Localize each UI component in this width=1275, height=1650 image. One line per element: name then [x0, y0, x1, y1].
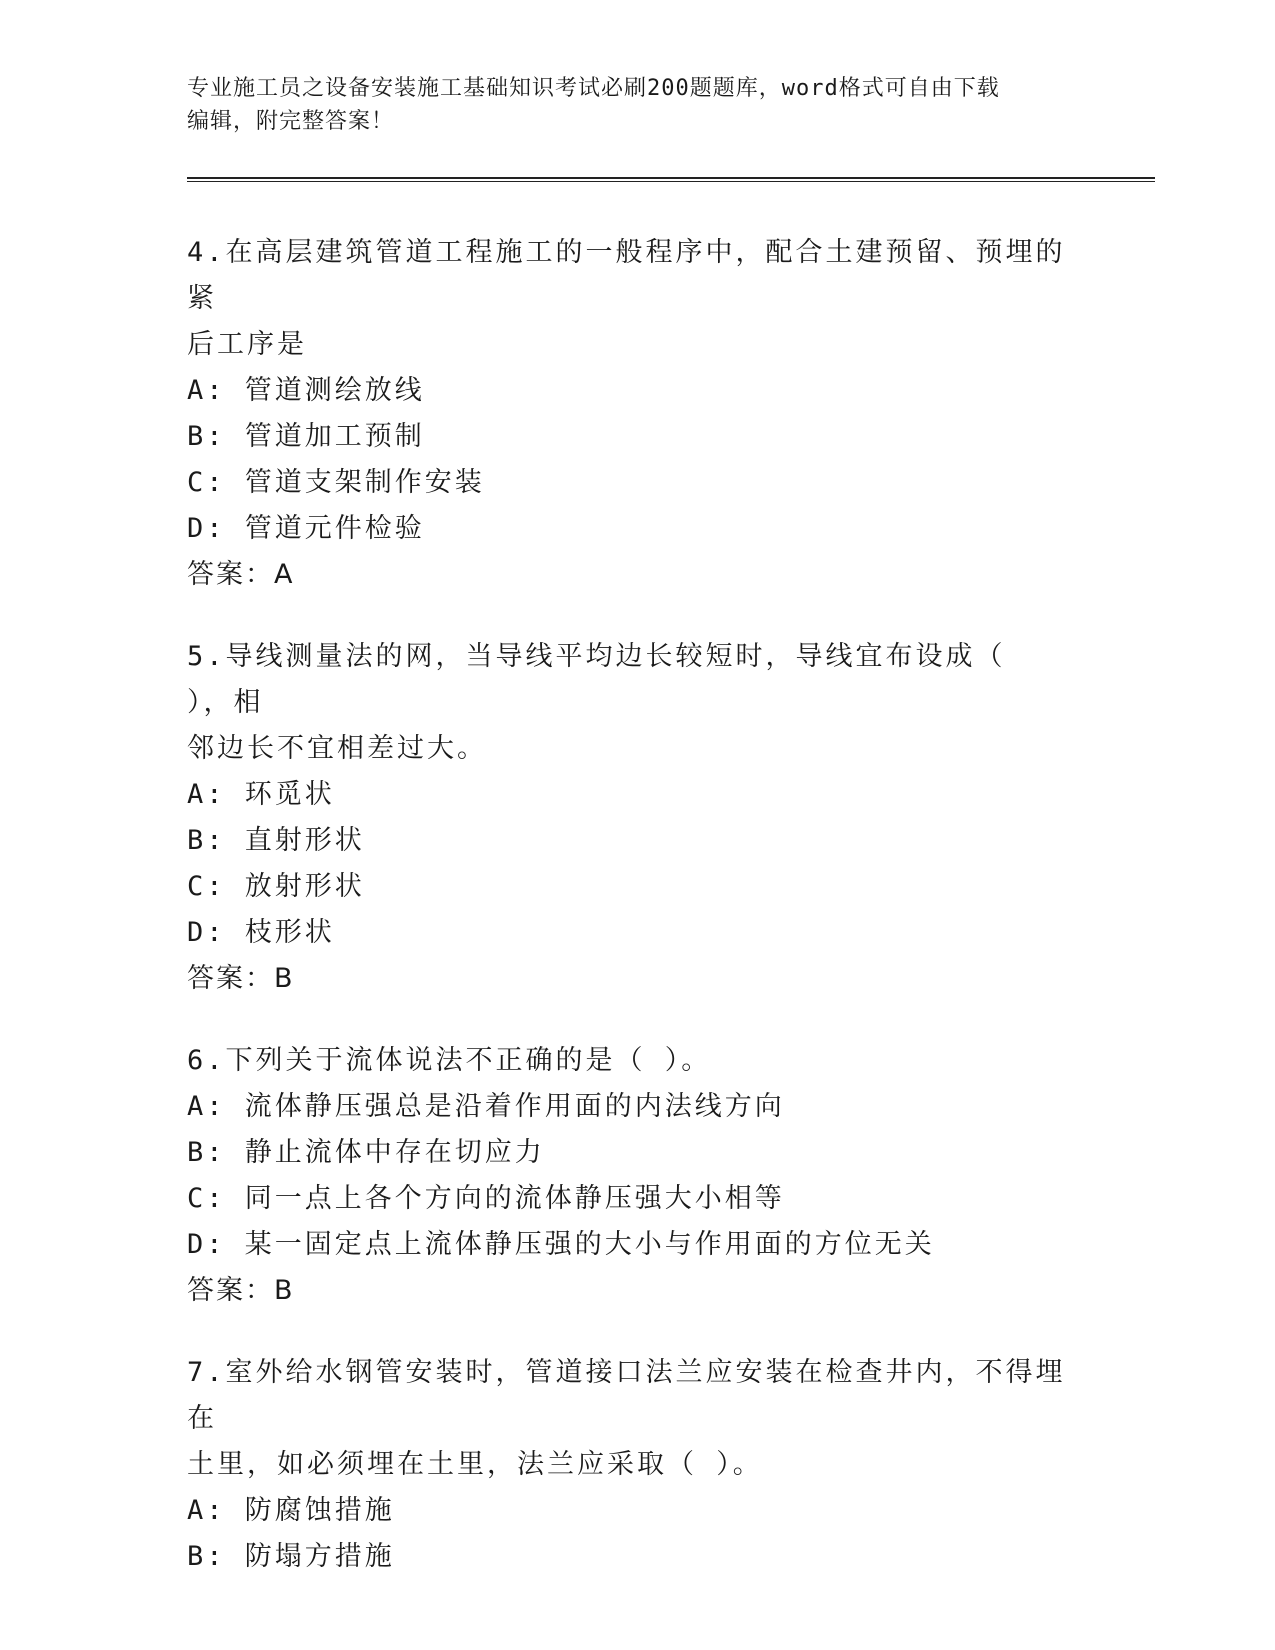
option-a: A: 环觅状	[187, 779, 335, 810]
document-header	[187, 72, 1067, 138]
question-7	[187, 1350, 1087, 1580]
question-list	[187, 230, 1087, 1616]
question-stem-line: 邻边长不宜相差过大。	[187, 733, 487, 764]
option-a: A: 流体静压强总是沿着作用面的内法线方向	[187, 1091, 785, 1122]
option-a: A: 防腐蚀措施	[187, 1495, 395, 1526]
option-d: D: 某一固定点上流体静压强的大小与作用面的方位无关	[187, 1229, 935, 1260]
option-b: B: 静止流体中存在切应力	[187, 1137, 545, 1168]
option-c: C: 管道支架制作安装	[187, 467, 485, 498]
question-stem	[187, 1350, 1067, 1488]
question-stem-line: 7.室外给水钢管安装时，管道接口法兰应安装在检查井内，不得埋在	[187, 1357, 1066, 1434]
question-stem-line: 土里，如必须埋在土里，法兰应采取（ ）。	[187, 1449, 763, 1480]
question-5	[187, 634, 1087, 1002]
question-stem	[187, 230, 1067, 368]
question-stem	[187, 1038, 1067, 1084]
option-c: C: 放射形状	[187, 871, 365, 902]
header-divider	[187, 177, 1155, 182]
option-b: B: 直射形状	[187, 825, 365, 856]
option-b: B: 防塌方措施	[187, 1541, 395, 1572]
question-4	[187, 230, 1087, 598]
question-stem-line: 后工序是	[187, 329, 307, 360]
answer-key: 答案：B	[187, 963, 295, 994]
answer-key: 答案：A	[187, 559, 295, 590]
option-b: B: 管道加工预制	[187, 421, 425, 452]
question-6	[187, 1038, 1087, 1314]
answer-key: 答案：B	[187, 1275, 295, 1306]
option-d: D: 枝形状	[187, 917, 335, 948]
question-stem-line: 4.在高层建筑管道工程施工的一般程序中，配合土建预留、预埋的紧	[187, 237, 1066, 314]
header-title-line-2: 编辑，附完整答案！	[187, 109, 395, 134]
option-a: A: 管道测绘放线	[187, 375, 425, 406]
question-stem-line: 6.下列关于流体说法不正确的是（ ）。	[187, 1045, 712, 1076]
option-c: C: 同一点上各个方向的流体静压强大小相等	[187, 1183, 785, 1214]
header-title-line-1: 专业施工员之设备安装施工基础知识考试必刷200题题库，word格式可自由下载	[187, 76, 1000, 101]
question-stem-line: 5.导线测量法的网，当导线平均边长较短时，导线宜布设成（ ），相	[187, 641, 1006, 718]
question-stem	[187, 634, 1067, 772]
option-d: D: 管道元件检验	[187, 513, 425, 544]
